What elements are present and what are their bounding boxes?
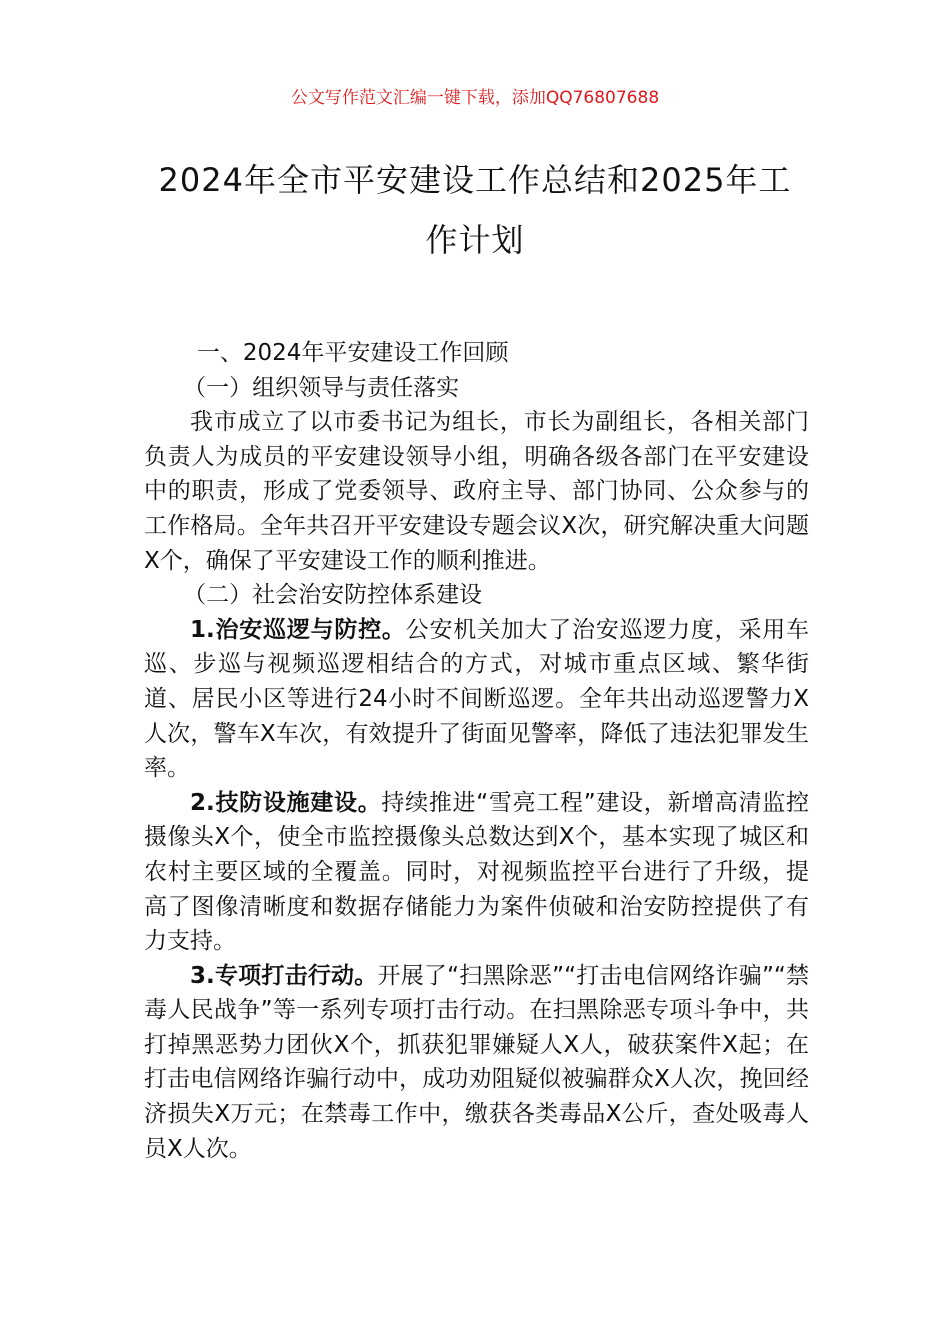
item-lead: 1.治安巡逻与防控。 <box>190 616 406 643</box>
item-body: 持续推进“雪亮工程”建设，新增高清监控摄像头X个，使全市监控摄像头总数达到X个，基本实现了城区和农村主要区域的全覆盖。同时，对视频监控平台进行了升级，提高了图像清晰度和数据存储能力为案件侦破和治安防控提供了有力支持。 <box>144 789 809 955</box>
subsection-heading: （二）社会治安防控体系建设 <box>183 582 483 609</box>
item-lead: 2.技防设施建设。 <box>190 789 382 816</box>
list-item <box>144 786 809 959</box>
title-line-2: 作计划 <box>425 221 525 259</box>
paragraph: 我市成立了以市委书记为组长，市长为副组长，各相关部门负责人为成员的平安建设领导小组，明确各级各部门在平安建设中的职责，形成了党委领导、政府主导、部门协同、公众参与的工作格局。全年共召开平安建设专题会议X次，研究解决重大问题X个，确保了平安建设工作的顺利推进。 <box>144 409 809 574</box>
item-body: 开展了“扫黑除恶”“打击电信网络诈骗”“禁毒人民战争”等一系列专项打击行动。在扫黑除恶专项斗争中，共打掉黑恶势力团伙X个，抓获犯罪嫌疑人X人，破获案件X起；在打击电信网络诈骗行动中，成功劝阻疑似被骗群众X人次，挽回经济损失X万元；在禁毒工作中，缴获各类毒品X公斤，查处吸毒人员X人次。 <box>144 962 810 1162</box>
document-body <box>144 336 809 1166</box>
document-title <box>120 150 830 270</box>
item-lead: 3.专项打击行动。 <box>190 962 378 989</box>
subsection-heading: （一）组织领导与责任落实 <box>183 374 460 401</box>
title-line-1: 2024年全市平安建设工作总结和2025年工 <box>158 161 792 199</box>
section-heading: 一、2024年平安建设工作回顾 <box>196 340 509 366</box>
list-item <box>144 959 809 1167</box>
item-body: 公安机关加大了治安巡逻力度，采用车巡、步巡与视频巡逻相结合的方式，对城市重点区域、繁华街道、居民小区等进行24小时不间断巡逻。全年共出动巡逻警力X人次，警车X车次，有效提升了街面见警率，降低了违法犯罪发生率。 <box>144 616 809 782</box>
download-banner[interactable]: 公文写作范文汇编一键下载，添加QQ76807688 <box>290 88 660 108</box>
list-item <box>144 613 809 786</box>
